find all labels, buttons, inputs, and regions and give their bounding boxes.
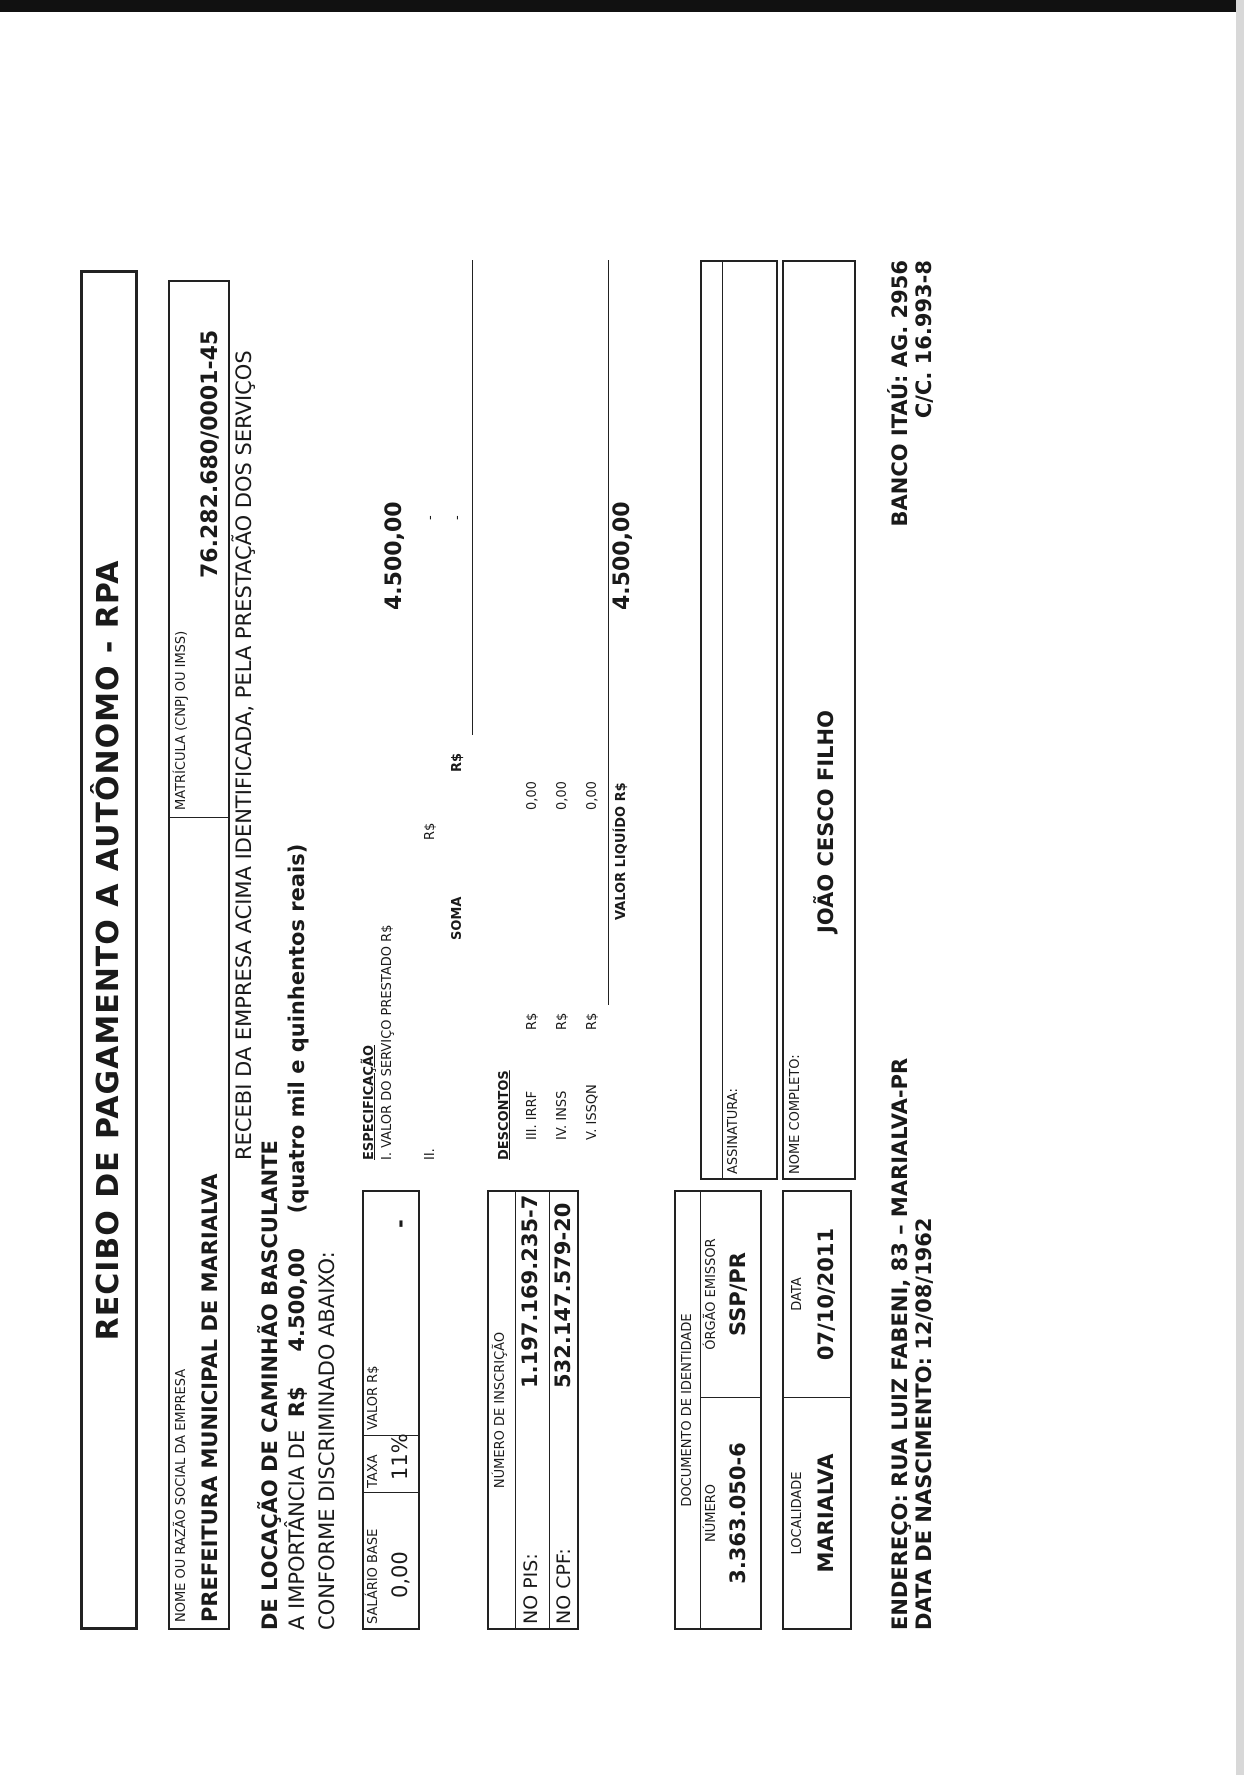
scan-border-top (0, 0, 1244, 12)
orgao-emissor-label: ÓRGÃO EMISSOR (704, 1238, 719, 1350)
liquido-label: VALOR LIQUÍDO R$ (614, 782, 629, 920)
liquido-value: 4.500,00 (610, 501, 635, 610)
assinatura-label: ASSINATURA: (726, 1088, 741, 1174)
pis-label: NO PIS: (520, 1553, 542, 1624)
spec-item2-currency: R$ (423, 822, 438, 840)
importance-prefix: A IMPORTÂNCIA DE (285, 1429, 309, 1630)
data-label: DATA (790, 1277, 805, 1311)
spec-item1-value: 4.500,00 (382, 501, 407, 610)
taxa-label: TAXA (366, 1454, 381, 1488)
nome-completo-box (782, 260, 856, 1180)
rotated-receipt (40, 70, 1180, 1660)
spec-item2-label: II. (423, 1148, 438, 1160)
nome-completo-label: NOME COMPLETO: (788, 1054, 803, 1174)
pis-value: 1.197.169.235-7 (518, 1194, 542, 1388)
valor-value: - (388, 1219, 412, 1228)
valor-label: VALOR R$ (366, 1365, 381, 1430)
scan-border-right (1236, 0, 1244, 1775)
inscricao-table (487, 1190, 579, 1630)
company-reg: 76.282.680/0001-45 (198, 329, 223, 578)
irrf-currency: R$ (525, 1012, 540, 1030)
title-box (80, 270, 138, 1630)
local-data-table (782, 1190, 852, 1630)
soma-label: SOMA (450, 896, 465, 940)
page-title: RECIBO DE PAGAMENTO A AUTÔNOMO - RPA (91, 559, 126, 1341)
company-box (168, 280, 230, 1630)
liquido-rule (608, 260, 609, 1005)
soma-value: - (450, 515, 465, 520)
cpf-label: NO CPF: (553, 1548, 575, 1624)
orgao-emissor-value: SSP/PR (726, 1252, 750, 1336)
company-name: PREFEITURA MUNICIPAL DE MARIALVA (198, 1173, 222, 1622)
company-name-label: NOME OU RAZÃO SOCIAL DA EMPRESA (174, 1368, 189, 1622)
statement-line3 (285, 844, 309, 1630)
statement-line4: CONFORME DISCRIMINADO ABAIXO: (315, 1251, 339, 1630)
inss-value: 0,00 (555, 781, 570, 810)
localidade-value: MARIALVA (814, 1453, 838, 1573)
identidade-header: DOCUMENTO DE IDENTIDADE (680, 1313, 695, 1507)
salario-base-value: 0,00 (388, 1551, 412, 1598)
importance-currency: R$ (285, 1386, 309, 1418)
cpf-value: 532.147.579-20 (551, 1202, 575, 1388)
nome-completo-value: JOÃO CESCO FILHO (814, 710, 838, 933)
taxa-value: 11% (388, 1433, 412, 1480)
banco: BANCO ITAÚ: AG. 2956 (888, 260, 912, 527)
irrf-label: III. IRRF (525, 1090, 540, 1140)
statement-line1: RECEBI DA EMPRESA ACIMA IDENTIFICADA, PELA PRESTAÇÃO DOS SERVIÇOS (232, 350, 256, 1160)
amount-in-words: (quatro mil e quinhentos reais) (285, 843, 309, 1214)
inscricao-header: NÚMERO DE INSCRIÇÃO (493, 1331, 508, 1489)
inss-currency: R$ (555, 1012, 570, 1030)
identidade-numero-value: 3.363.050-6 (726, 1442, 750, 1584)
issqn-value: 0,00 (585, 781, 600, 810)
spec-item1-label: I. VALOR DO SERVIÇO PRESTADO R$ (380, 924, 395, 1160)
company-reg-label: MATRÍCULA (CNPJ OU IMSS) (174, 630, 189, 810)
inss-label: IV. INSS (555, 1090, 570, 1140)
salario-base-label: SALÁRIO BASE (366, 1528, 381, 1624)
localidade-label: LOCALIDADE (790, 1471, 805, 1555)
data-value: 07/10/2011 (814, 1227, 838, 1361)
endereco: ENDEREÇO: RUA LUIZ FABENI, 83 – MARIALVA-PR (888, 1057, 912, 1630)
issqn-currency: R$ (585, 1012, 600, 1030)
irrf-value: 0,00 (525, 781, 540, 810)
identidade-table (674, 1190, 762, 1630)
data-nascimento: DATA DE NASCIMENTO: 12/08/1962 (912, 1217, 936, 1630)
issqn-label: V. ISSQN (585, 1084, 600, 1140)
descontos-header: DESCONTOS (497, 1070, 512, 1160)
conta: C/C. 16.993-8 (912, 260, 936, 419)
identidade-numero-label: NÚMERO (704, 1484, 719, 1542)
spec-item2-value: - (423, 515, 438, 520)
assinatura-box[interactable] (700, 260, 778, 1180)
statement-line2: DE LOCAÇÃO DE CAMINHÃO BASCULANTE (258, 1140, 282, 1630)
spec-header: ESPECIFICAÇÃO (362, 1044, 377, 1160)
soma-rule (472, 260, 473, 735)
importance-amount: 4.500,00 (285, 1247, 309, 1352)
soma-currency: R$ (450, 752, 465, 772)
base-table (362, 1190, 420, 1630)
